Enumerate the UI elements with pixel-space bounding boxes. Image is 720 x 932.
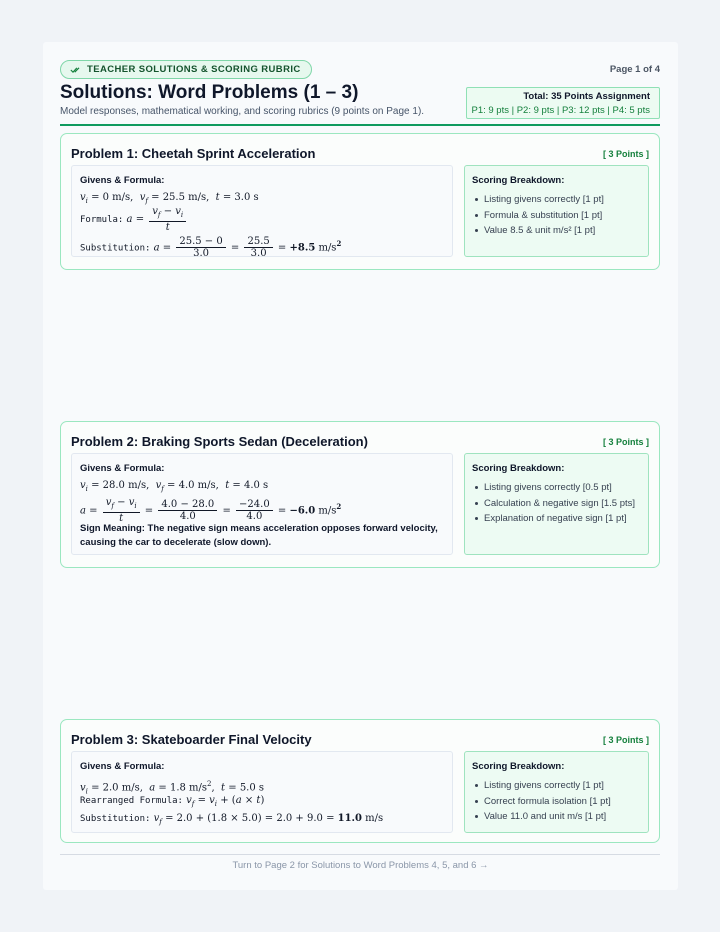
scoring-box (464, 453, 649, 555)
work-box (71, 165, 453, 260)
double-check-icon (70, 65, 82, 75)
problem-points: [ 3 Points ] (602, 149, 649, 159)
substitution-line: Substitution: $v_f = 2.0 + (1.8 \times 5.0) = 2.0 + 9.0 = 11.0$ m/s (80, 813, 384, 826)
page-number: Page 1 of 4 (609, 64, 660, 75)
givens-line: $v_i = 2.0$ m/s, a = 1.8 $m/s^2$, t = 5.0 s (80, 780, 265, 796)
givens-line: $v_i = 28.0$ m/s, $v_f = 4.0$ m/s, t = 4.0 s (80, 480, 269, 493)
scoring-box (464, 165, 649, 257)
work-box (71, 453, 453, 555)
footer-divider (60, 854, 660, 855)
points-detail: P1: 9 pts | P2: 9 pts | P3: 12 pts | P4: 5 pts (471, 105, 650, 116)
page-title: Solutions: Word Problems (1 – 3) (60, 82, 359, 103)
formula-label: Formula: (80, 215, 124, 225)
rubric-item: Calculation & negative sign [1.5 pts] (472, 496, 648, 512)
problem-card-1 (60, 133, 660, 270)
scoring-heading: Scoring Breakdown: (472, 175, 565, 186)
problem-points: [ 3 Points ] (602, 437, 649, 447)
page-subtitle: Model responses, mathematical working, and scoring rubrics (9 points on Page 1). (60, 106, 425, 117)
scoring-heading: Scoring Breakdown: (472, 761, 565, 772)
points-summary (466, 87, 660, 119)
givens-heading: Givens & Formula: (80, 175, 165, 186)
givens-heading: Givens & Formula: (80, 463, 165, 474)
rubric-item: Listing givens correctly [1 pt] (472, 192, 648, 208)
givens-line: $v_i = 0$ m/s, $v_f = 25.5$ m/s, t = 3.0 s (80, 192, 259, 205)
work-box (71, 751, 453, 833)
rubric-item: Listing givens correctly [1 pt] (472, 778, 648, 794)
header-divider (60, 124, 660, 126)
formula-line: Formula: a = $\frac{v_f - v_i}{t}$ (80, 206, 452, 231)
rubric-item: Formula & substitution [1 pt] (472, 208, 648, 224)
sign-meaning-note: Sign Meaning: The negative sign means acceleration opposes forward velocity, causing the car to decelerate (slow down). (80, 523, 438, 548)
substitution-label: Substitution: (80, 814, 151, 824)
scoring-box (464, 751, 649, 833)
problem-title: Problem 3: Skateboarder Final Velocity (71, 732, 312, 747)
substitution-label: Substitution: (80, 243, 151, 254)
calculation-line: a = $\frac{v_f - v_i}{t}$ = $\frac{4.0 - 28.0}{4.0}$ = $\frac{-24.0}{4.0}$ = −6.0 $m/s^2$ (80, 497, 342, 525)
rubric-item: Listing givens correctly [0.5 pt] (472, 480, 648, 496)
rubric-item: Correct formula isolation [1 pt] (472, 794, 648, 810)
problem-card-2 (60, 421, 660, 568)
problem-card-3 (60, 719, 660, 843)
substitution-line: Substitution: a = $\frac{25.5 - 0}{3.0}$ = $\frac{25.5}{3.0}$ = +8.5 $m/s^2$ (80, 236, 342, 260)
givens-heading: Givens & Formula: (80, 761, 165, 772)
solutions-page (43, 42, 678, 890)
scoring-heading: Scoring Breakdown: (472, 463, 565, 474)
problem-title: Problem 2: Braking Sports Sedan (Deceleration) (71, 434, 368, 449)
formula-line: Rearranged Formula: $v_f = v_i + (a \times t)$ (80, 795, 265, 808)
problem-title: Problem 1: Cheetah Sprint Acceleration (71, 146, 316, 161)
rubric-badge (60, 60, 312, 79)
rubric-item: Explanation of negative sign [1 pt] (472, 511, 648, 527)
badge-label: TEACHER SOLUTIONS & SCORING RUBRIC (87, 64, 301, 75)
points-total: Total: 35 Points Assignment (523, 91, 650, 102)
rubric-item: Value 8.5 & unit m/s² [1 pt] (472, 223, 648, 239)
problem-points: [ 3 Points ] (602, 735, 649, 745)
page-footer: Turn to Page 2 for Solutions to Word Problems 4, 5, and 6 → (232, 860, 489, 871)
formula-label: Rearranged Formula: (80, 796, 183, 806)
rubric-item: Value 11.0 and unit m/s [1 pt] (472, 809, 648, 825)
